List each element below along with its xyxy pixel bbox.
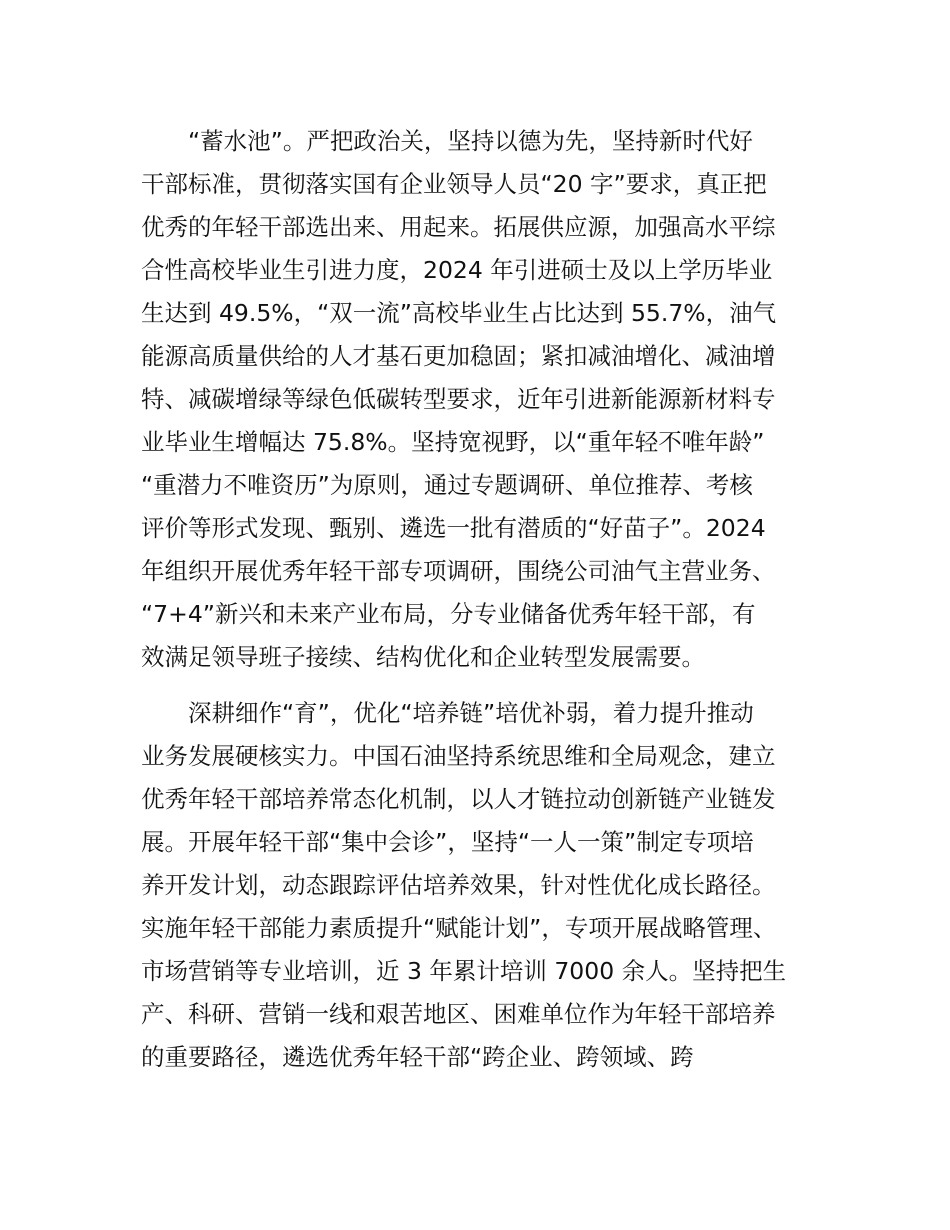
- text-line: 深耕细作“育”，优化“培养链”培优补弱，着力提升推动: [188, 699, 754, 727]
- text-line: 实施年轻干部能力素质提升“赋能计划”，专项开展战略管理、: [141, 914, 777, 942]
- text-line: 的重要路径，遴选优秀年轻干部“跨企业、跨领域、跨: [141, 1043, 694, 1071]
- text-line: 展。开展年轻干部“集中会诊”，坚持“一人一策”制定专项培: [141, 828, 754, 856]
- text-line: 产、科研、营销一线和艰苦地区、困难单位作为年轻干部培养: [141, 1000, 776, 1028]
- paragraph-2: [141, 692, 841, 1079]
- text-line: “重潜力不唯资历”为原则，通过专题调研、单位推荐、考核: [141, 471, 753, 499]
- text-line: 评价等形式发现、甄别、遴选一批有潜质的“好苗子”。2024: [141, 514, 766, 542]
- text-line: 效满足领导班子接续、结构优化和企业转型发展需要。: [141, 643, 705, 671]
- text-line: 优秀年轻干部培养常态化机制，以人才链拉动创新链产业链发: [141, 785, 776, 813]
- text-line: “7+4”新兴和未来产业布局，分专业储备优秀年轻干部，有: [141, 600, 756, 628]
- text-line: 养开发计划，动态跟踪评估培养效果，针对性优化成长路径。: [141, 871, 776, 899]
- text-line: 市场营销等专业培训，近 3 年累计培训 7000 余人。坚持把生: [141, 957, 787, 985]
- text-line: 能源高质量供给的人才基石更加稳固；紧扣减油增化、减油增: [141, 342, 776, 370]
- text-line: 年组织开展优秀年轻干部专项调研，围绕公司油气主营业务、: [141, 557, 776, 585]
- text-line: 特、减碳增绿等绿色低碳转型要求，近年引进新能源新材料专: [141, 385, 776, 413]
- text-line: 业务发展硬核实力。中国石油坚持系统思维和全局观念，建立: [141, 742, 776, 770]
- text-line: 业毕业生增幅达 75.8%。坚持宽视野，以“重年轻不唯年龄”: [141, 428, 765, 456]
- text-line: 生达到 49.5%，“双一流”高校毕业生占比达到 55.7%，油气: [141, 299, 777, 327]
- paragraph-1: [141, 120, 841, 679]
- text-line: “蓄水池”。严把政治关，坚持以德为先，坚持新时代好: [188, 127, 753, 155]
- text-line: 优秀的年轻干部选出来、用起来。拓展供应源，加强高水平综: [141, 213, 776, 241]
- text-line: 干部标准，贯彻落实国有企业领导人员“20 字”要求，真正把: [141, 170, 767, 198]
- text-line: 合性高校毕业生引进力度，2024 年引进硕士及以上学历毕业: [141, 256, 773, 284]
